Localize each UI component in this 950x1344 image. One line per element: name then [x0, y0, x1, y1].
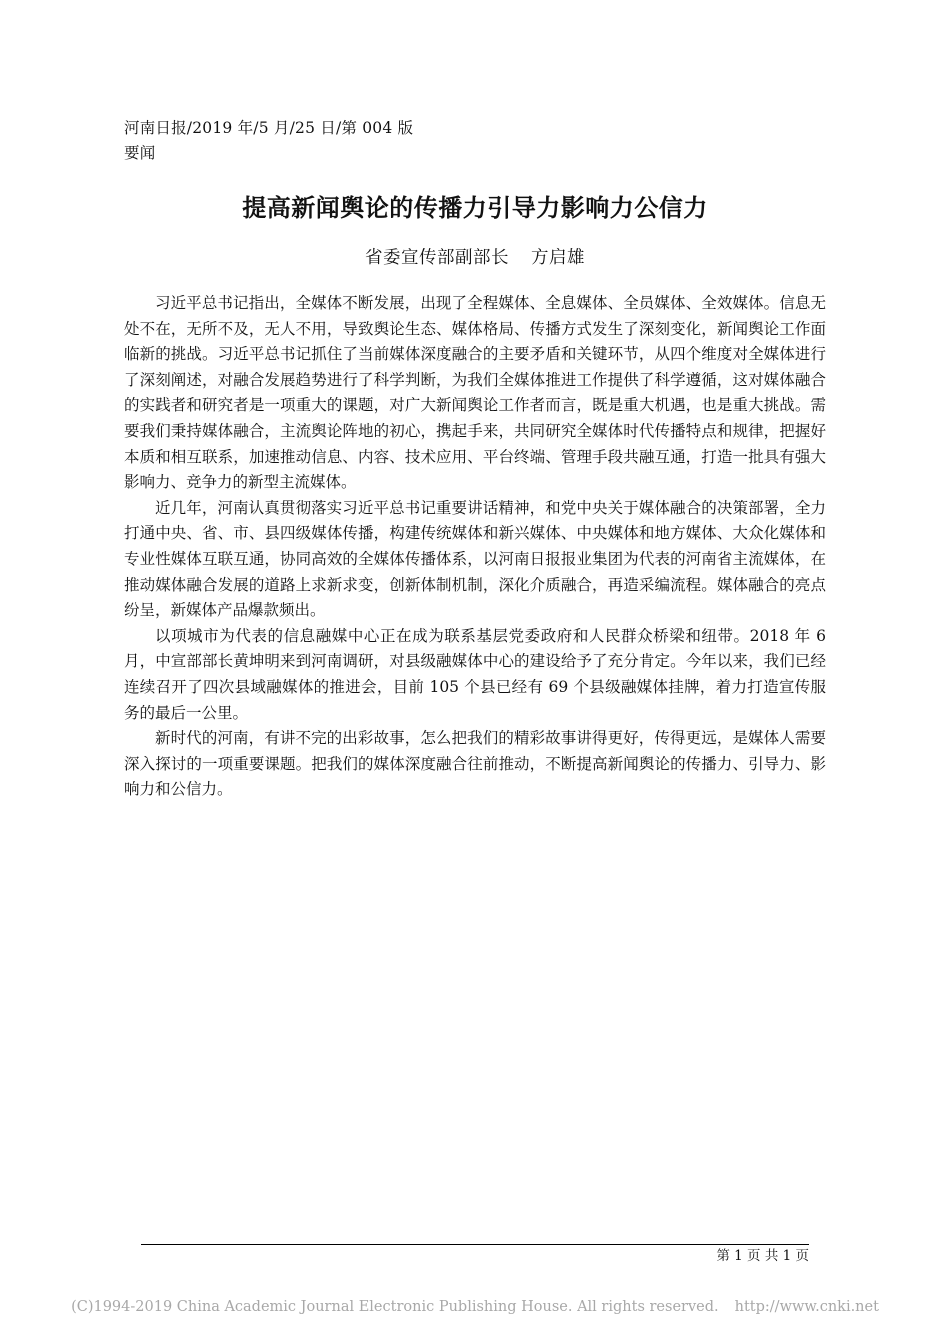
paragraph-3: 以项城市为代表的信息融媒中心正在成为联系基层党委政府和人民群众桥梁和纽带。2018 年 6 月，中宣部部长黄坤明来到河南调研，对县级融媒体中心的建设给予了充分肯定。今年以来，我们已经连续召开了四次县域融媒体的推进会，目前 105 个县已经有 69 个县级融媒体挂牌，着力打造宣传服务的最后一公里。	[124, 626, 826, 722]
source-line: 河南日报/2019 年/5 月/25 日/第 004 版	[124, 119, 414, 137]
footer-divider	[141, 1244, 809, 1245]
article-source	[124, 116, 413, 166]
paragraph-1: 习近平总书记指出，全媒体不断发展，出现了全程媒体、全息媒体、全员媒体、全效媒体。信息无处不在，无所不及，无人不用，导致舆论生态、媒体格局、传播方式发生了深刻变化，新闻舆论工作面临新的挑战。习近平总书记抓住了当前媒体深度融合的主要矛盾和关键环节，从四个维度对全媒体进行了深刻阐述，对融合发展趋势进行了科学判断，为我们全媒体推进工作提供了科学遵循，这对媒体融合的实践者和研究者是一项重大的课题，对广大新闻舆论工作者而言，既是重大机遇，也是重大挑战。需要我们秉持媒体融合，主流舆论阵地的初心，携起手来，共同研究全媒体时代传播特点和规律，把握好本质和相互联系，加速推动信息、内容、技术应用、平台终端、管理手段共融互通，打造一批具有强大影响力、竞争力的新型主流媒体。	[124, 294, 826, 492]
page-number: 第 1 页 共 1 页	[716, 1248, 809, 1264]
copyright-notice	[0, 1296, 950, 1318]
paragraph-4: 新时代的河南，有讲不完的出彩故事，怎么把我们的精彩故事讲得更好，传得更远，是媒体人需要深入探讨的一项重要课题。把我们的媒体深度融合往前推动，不断提高新闻舆论的传播力、引导力、影响力和公信力。	[124, 729, 826, 799]
author-role: 省委宣传部副部长	[365, 248, 509, 268]
article-body	[124, 291, 826, 803]
byline	[0, 244, 950, 272]
source-url[interactable]: http://www.cnki.net	[734, 1299, 879, 1315]
section-label: 要闻	[124, 144, 156, 162]
article-title: 提高新闻舆论的传播力引导力影响力公信力	[242, 194, 708, 222]
paragraph-2: 近几年，河南认真贯彻落实习近平总书记重要讲话精神，和党中央关于媒体融合的决策部署，全力打通中央、省、市、县四级媒体传播，构建传统媒体和新兴媒体、中央媒体和地方媒体、大众化媒体和专业性媒体互联互通，协同高效的全媒体传播体系，以河南日报报业集团为代表的河南省主流媒体，在推动媒体融合发展的道路上求新求变，创新体制机制，深化介质融合，再造采编流程。媒体融合的亮点纷呈，新媒体产品爆款频出。	[124, 498, 826, 620]
author-name: 方启雄	[531, 248, 585, 268]
copyright-text: (C)1994-2019 China Academic Journal Electronic Publishing House. All rights reserved.	[71, 1299, 719, 1315]
